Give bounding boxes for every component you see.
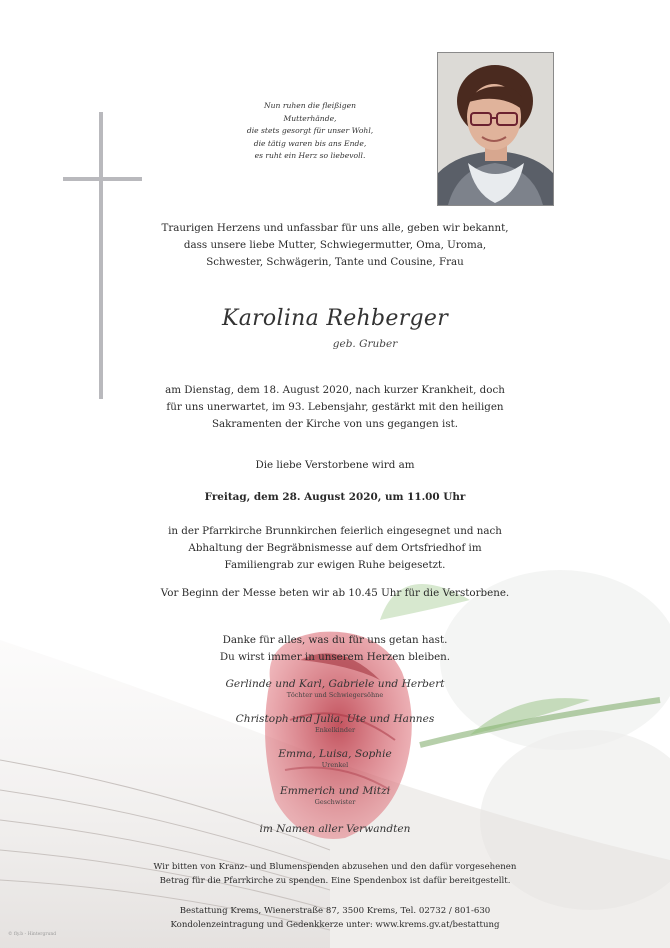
family-group: [0, 785, 670, 807]
family-group: [0, 748, 670, 770]
relatives-note: im Namen aller Verwandten: [259, 823, 411, 835]
family-names: Gerlinde und Karl, Gabriele und Herbert: [225, 678, 445, 690]
announcement-intro: [0, 220, 670, 271]
family-relation: Enkelkinder: [314, 726, 356, 734]
intro-line: Traurigen Herzens und unfassbar für uns alle, geben wir bekannt,: [161, 222, 509, 234]
family-names: Christoph und Julia, Ute und Hannes: [235, 713, 435, 725]
undertaker-line: Kondolenzeintragung und Gedenkkerze unter: www.krems.gv.at/bestattung: [170, 920, 500, 930]
poem-line: Nun ruhen die fleißigen: [264, 101, 356, 110]
portrait-photo-image: [438, 53, 553, 205]
birth-name: geb. Gruber: [332, 338, 398, 350]
intro-line: Schwester, Schwägerin, Tante und Cousine, Frau: [206, 256, 464, 268]
prayer-note: Vor Beginn der Messe beten wir ab 10.45 Uhr für die Verstorbene.: [160, 587, 510, 599]
family-names: Emma, Luisa, Sophie: [278, 748, 392, 760]
funeral-details-line: in der Pfarrkirche Brunnkirchen feierlich eingesegnet und nach: [168, 525, 502, 537]
donation-line: Betrag für die Pfarrkirche zu spenden. Eine Spendenbox ist dafür bereitgestellt.: [159, 876, 511, 886]
death-notice-line: am Dienstag, dem 18. August 2020, nach kurzer Krankheit, doch: [165, 384, 505, 396]
family-group: [0, 678, 670, 700]
deceased-name: Karolina Rehberger: [221, 306, 449, 331]
undertaker-info: [0, 904, 670, 932]
deceased-portrait: [437, 52, 554, 206]
family-names: Emmerich und Mitzi: [280, 785, 390, 797]
death-notice-line: für uns unerwartet, im 93. Lebensjahr, gestärkt mit den heiligen: [166, 401, 504, 413]
cross-horizontal-bar: [63, 177, 142, 181]
poem-line: Mutterhände,: [283, 113, 337, 123]
donation-line: Wir bitten von Kranz- und Blumenspenden abzusehen und den dafür vorgesehenen: [153, 862, 517, 872]
undertaker-line: Bestattung Krems, Wienerstraße 87, 3500 Krems, Tel. 02732 / 801-630: [179, 906, 491, 916]
memorial-poem: [200, 100, 420, 163]
funeral-details-line: Familiengrab zur ewigen Ruhe beigesetzt.: [224, 559, 446, 571]
poem-line: es ruht ein Herz so liebevoll.: [254, 151, 366, 161]
family-relation: Töchter und Schwiegersöhne: [286, 691, 384, 699]
image-credit: © fly.b - Hintergrund: [8, 932, 57, 937]
death-notice: [0, 382, 670, 433]
thanks-line: Du wirst immer in unserem Herzen bleiben.: [219, 651, 451, 663]
funeral-details-line: Abhaltung der Begräbnismesse auf dem Ortsfriedhof im: [188, 542, 482, 554]
intro-line: dass unsere liebe Mutter, Schwiegermutter, Oma, Uroma,: [183, 239, 487, 251]
family-relation: Urenkel: [321, 761, 349, 769]
poem-line: die stets gesorgt für unser Wohl,: [246, 126, 374, 136]
funeral-details: [0, 523, 670, 574]
funeral-date: Freitag, dem 28. August 2020, um 11.00 Uhr: [204, 491, 466, 503]
thanks-message: [0, 632, 670, 666]
thanks-line: Danke für alles, was du für uns getan hast.: [222, 634, 448, 646]
poem-line: die tätig waren bis ans Ende,: [253, 138, 367, 148]
family-group: [0, 713, 670, 735]
donation-note: [0, 860, 670, 888]
funeral-intro: Die liebe Verstorbene wird am: [255, 459, 415, 471]
death-notice-line: Sakramenten der Kirche von uns gegangen ist.: [211, 418, 459, 430]
family-relation: Geschwister: [314, 798, 356, 806]
